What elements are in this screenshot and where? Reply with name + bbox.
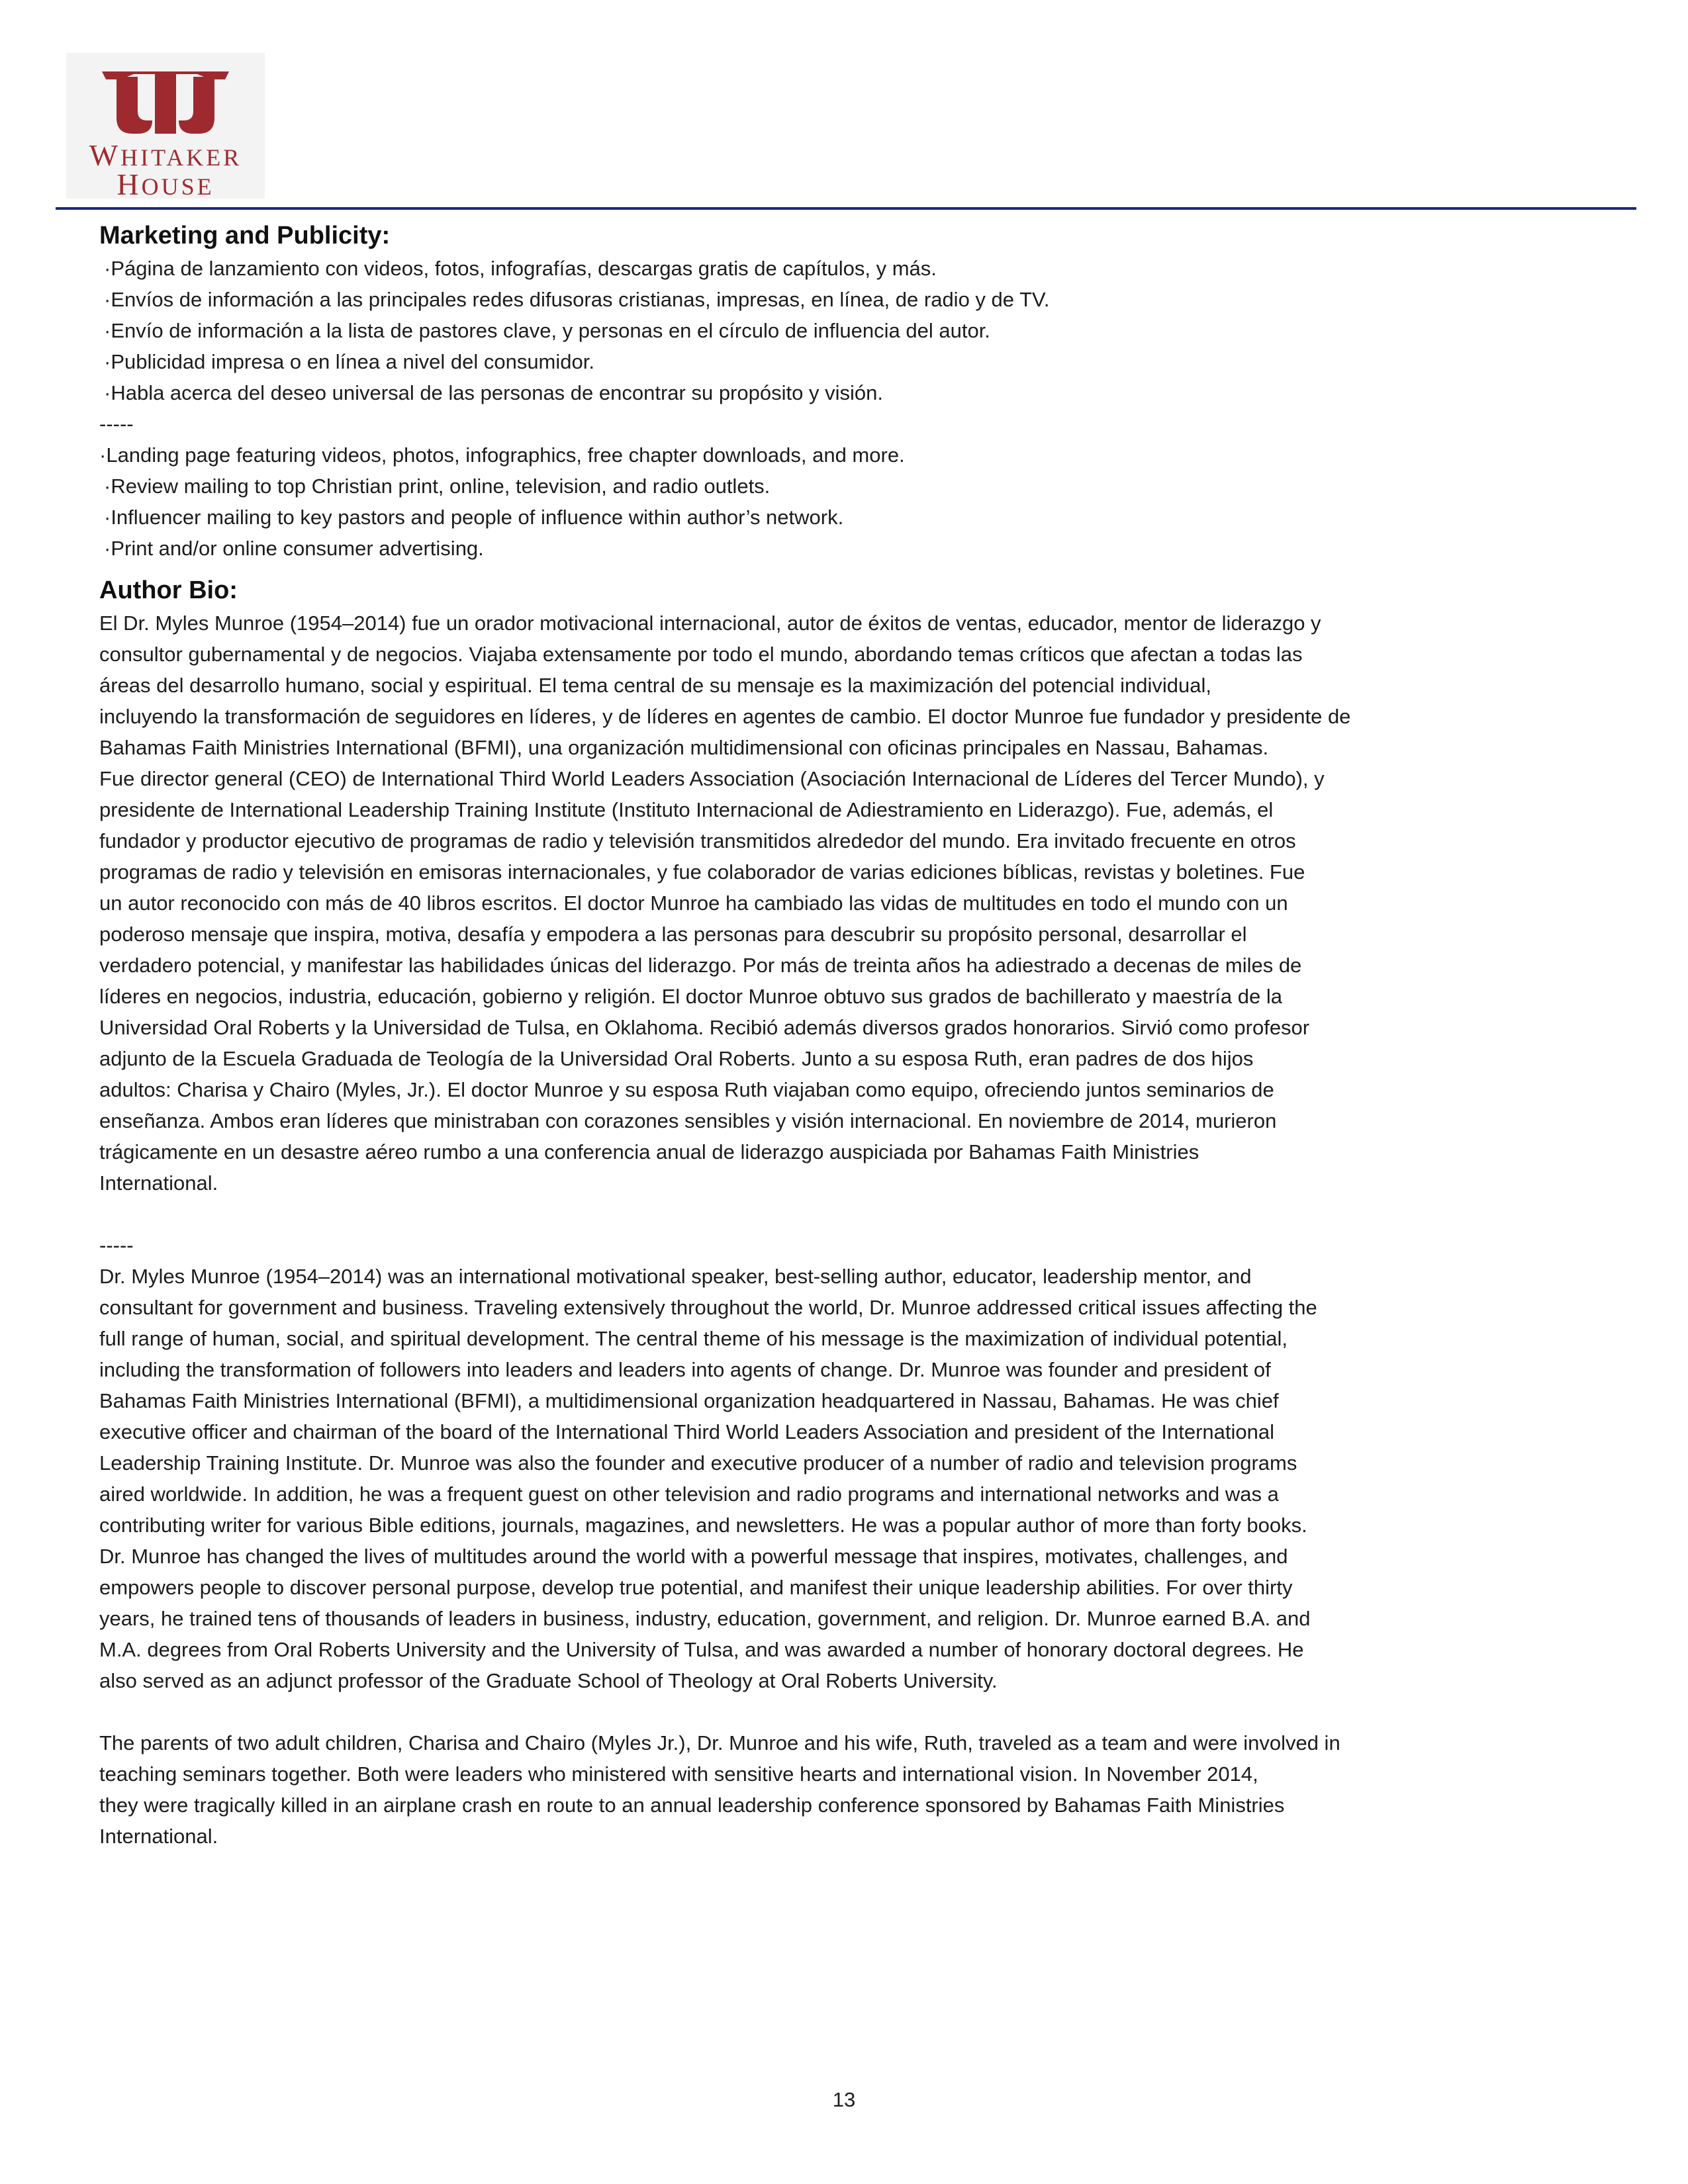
text-line: enseñanza. Ambos eran líderes que ministraban con corazones sensibles y visión internacional. En noviembre de 2014, murieron (99, 1109, 1277, 1132)
text-line: ·Landing page featuring videos, photos, infographics, free chapter downloads, and more. (99, 443, 905, 467)
text-line: líderes en negocios, industria, educación, gobierno y religión. El doctor Munroe obtuvo sus grados de bachillerato y maestría de la (99, 985, 1282, 1008)
text-line: ·Influencer mailing to key pastors and people of influence within author’s network. (104, 506, 844, 529)
text-line: incluyendo la transformación de seguidores en líderes, y de líderes en agentes de cambio. El doctor Munroe fue fundador y presidente de (99, 705, 1351, 728)
text-line: trágicamente en un desastre aéreo rumbo a una conferencia anual de liderazgo auspiciada por Bahamas Faith Ministries (99, 1140, 1199, 1163)
text-line: M.A. degrees from Oral Roberts University and the University of Tulsa, and was awarded a number of honorary doctoral degrees. He (99, 1638, 1304, 1661)
text-line: áreas del desarrollo humano, social y espiritual. El tema central de su mensaje es la maximización del potencial individual, (99, 674, 1212, 697)
text-line: executive officer and chairman of the board of the International Third World Leaders Association and president of the International (99, 1420, 1274, 1443)
text-line: Bahamas Faith Ministries International (BFMI), una organización multidimensional con oficinas principales en Nassau, Bahamas. (99, 736, 1269, 759)
header-rule (56, 207, 1636, 210)
text-line: un autor reconocido con más de 40 libros escritos. El doctor Munroe ha cambiado las vidas de multitudes en todo el mundo con un (99, 891, 1288, 915)
text-line: also served as an adjunct professor of the Graduate School of Theology at Oral Roberts University. (99, 1669, 998, 1692)
logo-word-whitaker: WHITAKER (89, 138, 242, 172)
marketing-list (99, 253, 1589, 564)
text-line: Dr. Munroe has changed the lives of multitudes around the world with a powerful message that inspires, motivates, challenges, and (99, 1545, 1288, 1568)
text-line: Fue director general (CEO) de International Third World Leaders Association (Asociación Internacional de Líderes del Tercer Mundo), y (99, 767, 1325, 790)
text-line: ·Publicidad impresa o en línea a nivel del consumidor. (104, 350, 594, 373)
text-line: presidente de International Leadership Training Institute (Instituto Internacional de Adiestramiento en Liderazgo). Fue, además, el (99, 798, 1274, 821)
author-bio-heading: Author Bio: (99, 576, 238, 604)
text-line: adultos: Charisa y Chairo (Myles, Jr.). El doctor Munroe y su esposa Ruth viajaban como equipo, ofreciendo juntos seminarios de (99, 1078, 1274, 1101)
text-line: consultor gubernamental y de negocios. Viajaba extensamente por todo el mundo, abordando temas críticos que afectan a todas las (99, 643, 1303, 666)
text-line: years, he trained tens of thousands of leaders in business, industry, education, government, and religion. Dr. Munroe earned B.A. and (99, 1607, 1311, 1630)
publisher-logo (66, 53, 265, 199)
text-line: full range of human, social, and spiritual development. The central theme of his message is the maximization of individual potential, (99, 1327, 1288, 1350)
text-line: International. (99, 1825, 218, 1848)
marketing-heading: Marketing and Publicity: (99, 222, 391, 250)
text-line: The parents of two adult children, Charisa and Chairo (Myles Jr.), Dr. Munroe and his wife, Ruth, traveled as a team and were involved in (99, 1731, 1340, 1754)
text-line: fundador y productor ejecutivo de programas de radio y televisión transmitidos alrededor del mundo. Era invitado frecuente en otros (99, 829, 1296, 852)
text-line: International. (99, 1171, 218, 1195)
text-line: ·Habla acerca del deseo universal de las personas de encontrar su propósito y visión. (104, 381, 883, 404)
wh-logo-mark-icon (98, 65, 233, 138)
text-line: Leadership Training Institute. Dr. Munroe was also the founder and executive producer of a number of radio and television programs (99, 1451, 1297, 1475)
text-line: Bahamas Faith Ministries International (BFMI), a multidimensional organization headquartered in Nassau, Bahamas. He was chief (99, 1389, 1279, 1412)
separator-line: ----- (99, 1234, 134, 1257)
text-line: empowers people to discover personal purpose, develop true potential, and manifest their unique leadership abilities. For over thirty (99, 1576, 1293, 1599)
text-line: ·Envíos de información a las principales redes difusoras cristianas, impresas, en línea, de radio y de TV. (104, 288, 1050, 311)
text-line: Dr. Myles Munroe (1954–2014) was an international motivational speaker, best-selling author, educator, leadership mentor, and (99, 1265, 1252, 1288)
text-line: El Dr. Myles Munroe (1954–2014) fue un orador motivacional internacional, autor de éxitos de ventas, educador, mentor de liderazgo y (99, 612, 1321, 635)
text-line: aired worldwide. In addition, he was a frequent guest on other television and radio programs and international networks and was a (99, 1482, 1279, 1506)
logo-word-house: HOUSE (117, 167, 214, 201)
text-line: including the transformation of followers into leaders and leaders into agents of change. Dr. Munroe was founder and president of (99, 1358, 1271, 1381)
page-content (99, 218, 1589, 1852)
text-line: ·Review mailing to top Christian print, online, television, and radio outlets. (104, 475, 771, 498)
text-line: ·Print and/or online consumer advertising. (104, 537, 484, 560)
page-number: 13 (832, 2088, 856, 2111)
text-line: programas de radio y televisión en emisoras internacionales, y fue colaborador de varias ediciones bíblicas, revistas y boletines. Fue (99, 860, 1305, 884)
text-line: adjunto de la Escuela Graduada de Teología de la Universidad Oral Roberts. Junto a su esposa Ruth, eran padres de dos hijos (99, 1047, 1254, 1070)
author-bio-text (99, 608, 1589, 1852)
text-line: ·Página de lanzamiento con videos, fotos, infografías, descargas gratis de capítulos, y más. (104, 257, 937, 280)
text-line: teaching seminars together. Both were leaders who ministered with sensitive hearts and international vision. In November 2014, (99, 1762, 1258, 1786)
text-line: contributing writer for various Bible editions, journals, magazines, and newsletters. He was a popular author of more than forty books. (99, 1514, 1307, 1537)
blank-line (99, 1199, 1589, 1230)
text-line: they were tragically killed in an airplane crash en route to an annual leadership conference sponsored by Bahamas Faith Ministries (99, 1794, 1285, 1817)
separator-line: ----- (99, 412, 134, 435)
text-line: verdadero potencial, y manifestar las habilidades únicas del liderazgo. Por más de treinta años ha adiestrado a decenas de miles de (99, 954, 1302, 977)
text-line: poderoso mensaje que inspira, motiva, desafía y empodera a las personas para descubrir su propósito personal, desarrollar el (99, 923, 1247, 946)
text-line: ·Envío de información a la lista de pastores clave, y personas en el círculo de influencia del autor. (104, 319, 990, 342)
text-line: consultant for government and business. Traveling extensively throughout the world, Dr. Munroe addressed critical issues affecting the (99, 1296, 1317, 1319)
blank-line (99, 1696, 1589, 1727)
text-line: Universidad Oral Roberts y la Universidad de Tulsa, en Oklahoma. Recibió además diversos grados honorarios. Sirvió como profesor (99, 1016, 1310, 1039)
